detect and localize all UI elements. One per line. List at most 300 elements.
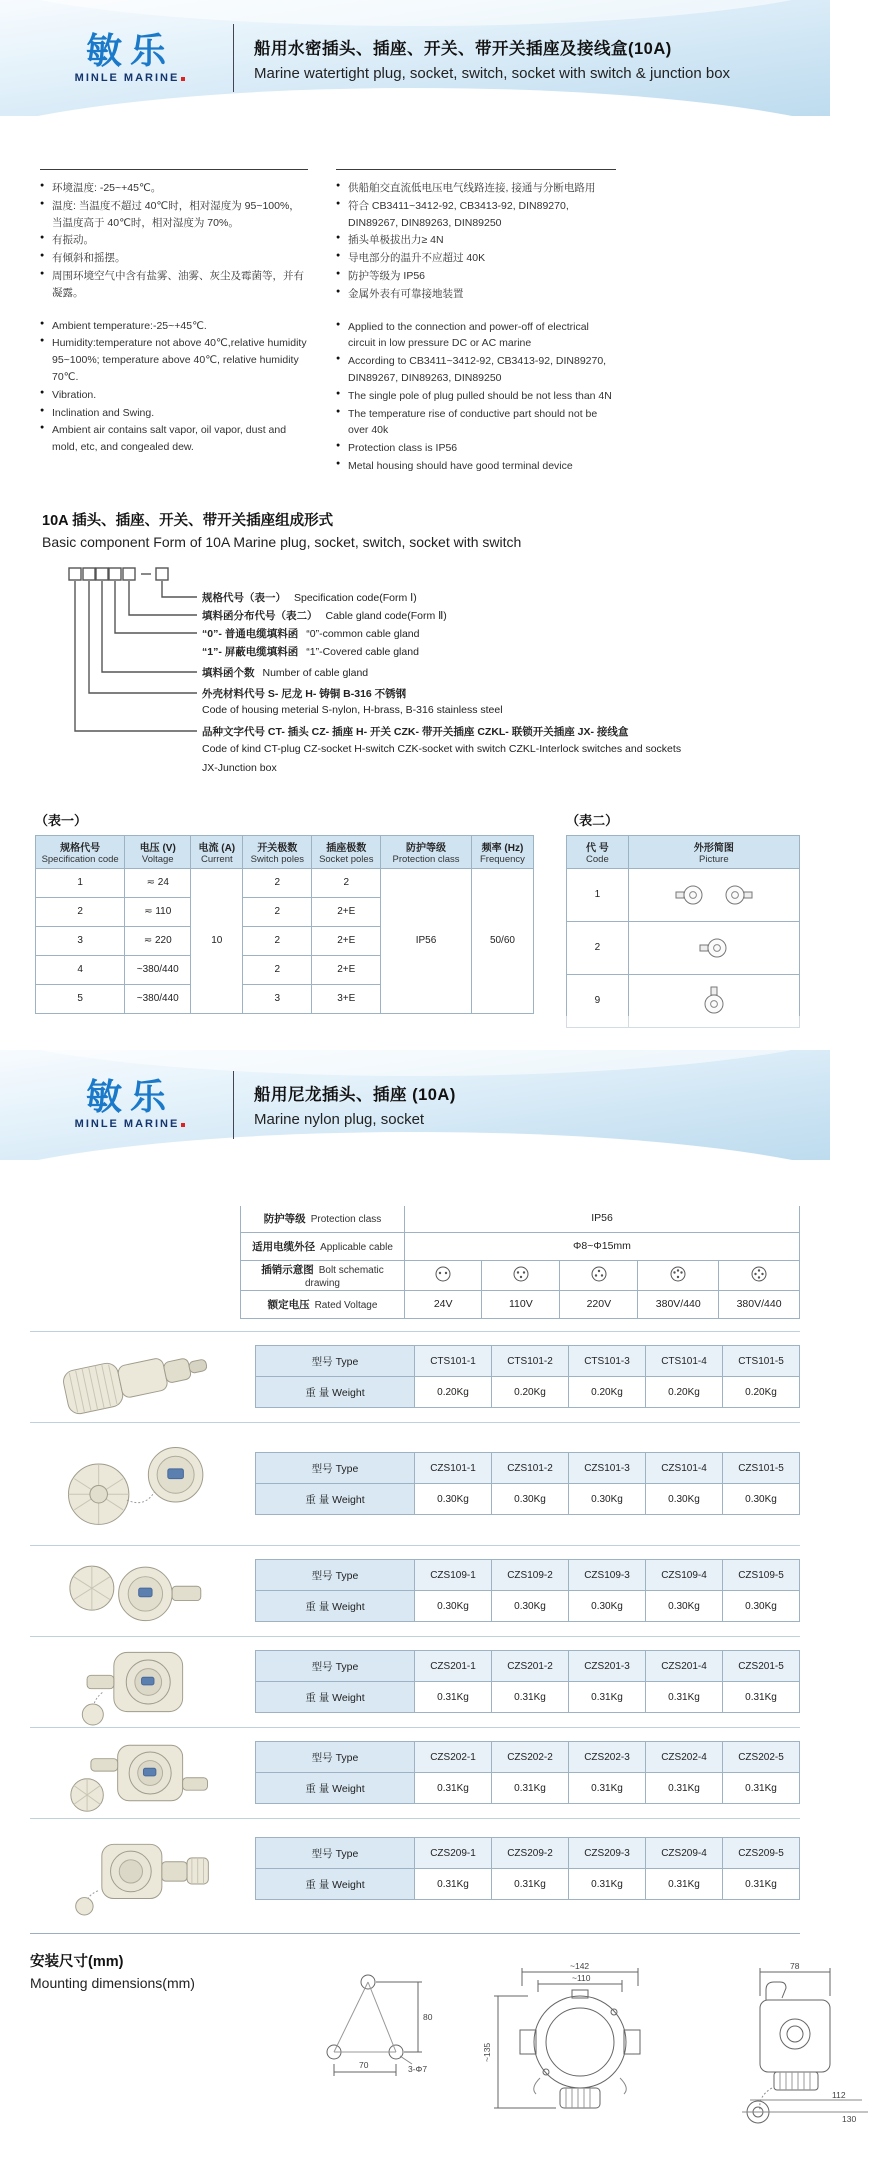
product-table-wrap (255, 1837, 800, 1900)
bullet-item: ● Humidity:temperature not above 40℃,relative humidity 95~100%; temperature above 40℃, relative humidity 70℃. (40, 335, 308, 385)
form1-header-row (36, 835, 534, 868)
label-cn: 品种文字代号 CT- 插头 CZ- 插座 H- 开关 CZK- 带开关插座 CZKL- 联锁开关插座 JX- 接线盒 (202, 725, 629, 738)
voltage-cell: 380V/440 (638, 1290, 719, 1318)
dim-label: 70 (359, 2059, 369, 2070)
weight-cell: 0.30Kg (646, 1591, 723, 1622)
cell-protection: IP56 (381, 868, 472, 1013)
table-row (256, 1651, 800, 1682)
brand-logo-en (75, 1118, 186, 1130)
header-cn: 插座极数 (326, 842, 367, 854)
spec-label (241, 1290, 405, 1318)
type-cell: CZS101-3 (569, 1453, 646, 1484)
bolt-schematic-icon (482, 1260, 560, 1290)
table-row (256, 1869, 800, 1900)
type-cell: CZS209-3 (569, 1838, 646, 1869)
brand-logo-cn: 敏乐 (85, 1076, 174, 1118)
column-header (312, 835, 381, 868)
code-diagram-label (202, 704, 503, 716)
product-photo (30, 1428, 255, 1540)
product-spec-table (255, 1452, 800, 1515)
header-en: Socket poles (319, 853, 374, 865)
cable-gland-icon (699, 935, 729, 961)
weight-cell: 0.31Kg (415, 1682, 492, 1713)
column-header (36, 835, 125, 868)
table-row (241, 1260, 800, 1290)
brand-logo-en-text: MINLE MARINE (74, 71, 180, 84)
weight-cell: 0.31Kg (492, 1869, 569, 1900)
cell-code: 4 (36, 955, 125, 984)
type-cell: CZS201-3 (569, 1651, 646, 1682)
type-cell: CZS202-5 (723, 1742, 800, 1773)
column-header (191, 835, 243, 868)
weight-cell: 0.31Kg (569, 1773, 646, 1804)
code-diagram-label (202, 608, 447, 623)
bullet-item: ● 周围环境空气中含有盐雾、油雾、灰尘及霉菌等，并有凝露。 (40, 268, 308, 302)
column-header (567, 835, 629, 868)
component-form-title-en: Basic component Form of 10A Marine plug, socket, switch, socket with switch (42, 533, 522, 550)
cell-frequency: 50/60 (471, 868, 533, 1013)
brand-logo-en-text: MINLE MARINE (74, 1118, 180, 1131)
dim-label: 130 (842, 2113, 857, 2124)
voltage-cell: 24V (404, 1290, 481, 1318)
brand-logo-cn: 敏乐 (85, 29, 174, 71)
brand-red-mark (181, 1123, 185, 1127)
type-cell: CZS201-1 (415, 1651, 492, 1682)
header-band-1 (0, 0, 830, 116)
cell-code: 9 (567, 974, 629, 1027)
gland-picture (628, 921, 799, 974)
weight-label: 重 量 Weight (256, 1377, 415, 1408)
cable-gland-icon (675, 882, 705, 908)
weight-cell: 0.31Kg (415, 1869, 492, 1900)
brand-logo-en (75, 72, 186, 84)
weight-cell: 0.30Kg (569, 1591, 646, 1622)
product-photo-socket (45, 1548, 240, 1634)
spec-label-en: Rated Voltage (314, 1299, 378, 1311)
product-photo (30, 1639, 255, 1725)
cell-code: 2 (36, 897, 125, 926)
product-spec-table (255, 1559, 800, 1622)
spec-label (241, 1232, 405, 1260)
weight-label: 重 量 Weight (256, 1591, 415, 1622)
cell-code: 2 (567, 921, 629, 974)
dim-label: ~110 (572, 1972, 591, 1983)
type-cell: CTS101-1 (415, 1346, 492, 1377)
header-divider (233, 1071, 234, 1139)
header-divider (233, 24, 234, 92)
header-cn: 开关极数 (257, 842, 298, 854)
dim-label: ~142 (570, 1960, 590, 1971)
weight-cell: 0.31Kg (723, 1682, 800, 1713)
header-cn: 电压 (V) (139, 842, 176, 854)
brand-red-mark (181, 77, 185, 81)
type-cell: CZS201-5 (723, 1651, 800, 1682)
spec-label-cn: 防护等级 (263, 1212, 306, 1225)
mounting-drawing-hole-pattern (296, 1960, 446, 2092)
code-diagram-label (202, 724, 636, 739)
cell-socket-poles: 3+E (312, 984, 381, 1013)
weight-cell: 0.31Kg (646, 1869, 723, 1900)
table-row (241, 1204, 800, 1232)
spec-label-en: Protection class (310, 1213, 382, 1225)
code-diagram-label (202, 743, 681, 755)
form1-table (35, 835, 534, 1014)
product-photo-plug (45, 1333, 240, 1421)
table-row (567, 921, 800, 974)
spec-label (241, 1204, 405, 1232)
product-photo (30, 1730, 255, 1816)
weight-label: 重 量 Weight (256, 1682, 415, 1713)
dim-label: ~135 (482, 2042, 492, 2062)
bullet-item: ● Inclination and Swing. (40, 405, 308, 422)
cell-voltage: ~380/440 (125, 984, 191, 1013)
form2-wrap (566, 810, 800, 1028)
type-cell: CZS101-2 (492, 1453, 569, 1484)
bullet-item: ● 导电部分的温升不应超过 40K (336, 250, 616, 267)
product-photo (30, 1823, 255, 1915)
cell-voltage: ≂ 110 (125, 897, 191, 926)
column-header (381, 835, 472, 868)
type-cell: CZS202-4 (646, 1742, 723, 1773)
bolt-schematic-icon (560, 1260, 638, 1290)
spec-value-protection: IP56 (404, 1204, 799, 1232)
weight-cell: 0.20Kg (569, 1377, 646, 1408)
table-row (241, 1232, 800, 1260)
product-block (30, 1636, 800, 1727)
type-cell: CZS202-2 (492, 1742, 569, 1773)
type-cell: CZS202-3 (569, 1742, 646, 1773)
type-cell: CZS109-2 (492, 1560, 569, 1591)
product-spec-table (255, 1345, 800, 1408)
header-cn: 规格代号 (60, 842, 101, 854)
weight-cell: 0.30Kg (415, 1484, 492, 1515)
header-cn: 电流 (A) (198, 842, 236, 854)
weight-cell: 0.31Kg (569, 1682, 646, 1713)
label-cn: 规格代号（表一） (202, 591, 286, 604)
product-spec-table (255, 1837, 800, 1900)
voltage-cell: 380V/440 (719, 1290, 800, 1318)
cell-switch-poles: 2 (243, 926, 312, 955)
cable-gland-icon (701, 986, 727, 1016)
spec-label-cn: 适用电缆外径 (252, 1240, 316, 1253)
product-block (30, 1545, 800, 1636)
bullet-item: ● Metal housing should have good terminal device (336, 458, 616, 475)
label-en: Cable gland code(Form Ⅱ) (325, 609, 447, 622)
weight-cell: 0.30Kg (723, 1591, 800, 1622)
label-en: “0”-common cable gland (306, 627, 420, 640)
header-en: Frequency (480, 853, 525, 865)
header-en: Picture (699, 853, 729, 865)
cell-voltage: ≂ 24 (125, 868, 191, 897)
weight-cell: 0.30Kg (569, 1484, 646, 1515)
type-cell: CZS101-5 (723, 1453, 800, 1484)
product-spec-table (255, 1741, 800, 1804)
bullet-item: ● The temperature rise of conductive part should not be over 40k (336, 406, 616, 440)
type-cell: CZS109-4 (646, 1560, 723, 1591)
voltage-cell: 220V (560, 1290, 638, 1318)
weight-label: 重 量 Weight (256, 1773, 415, 1804)
header-en: Current (200, 853, 233, 865)
header-cn: 代 号 (585, 842, 609, 854)
label-cn: 填料函分布代号（表二） (202, 609, 318, 622)
adaptation-list-en (40, 318, 308, 456)
weight-cell: 0.31Kg (723, 1773, 800, 1804)
product-table-wrap (255, 1559, 800, 1622)
type-cell: CZS202-1 (415, 1742, 492, 1773)
cell-socket-poles: 2+E (312, 897, 381, 926)
dim-label: 112 (832, 2089, 846, 2100)
component-form-section (0, 491, 830, 796)
header-en: Specification code (41, 853, 119, 865)
mounting-drawings (296, 1950, 874, 2128)
table-row (36, 868, 534, 897)
form1-caption: （表一） (35, 812, 88, 828)
bullet-item: ● 有倾斜和摇摆。 (40, 250, 308, 267)
bullet-item: ● 金属外表有可靠接地装置 (336, 286, 616, 303)
page-title-en: Marine watertight plug, socket, switch, socket with switch & junction box (254, 64, 731, 82)
table-row (256, 1560, 800, 1591)
mounting-section (30, 1933, 857, 2128)
bolt-schematic-icon (404, 1260, 481, 1290)
product-table-wrap (255, 1452, 800, 1515)
weight-label: 重 量 Weight (256, 1484, 415, 1515)
label-en: Code of kind CT-plug CZ-socket H-switch CZK-socket with switch CZKL-Interlock switches and sockets (202, 742, 682, 755)
table-row (256, 1742, 800, 1773)
type-cell: CZS101-4 (646, 1453, 723, 1484)
section-page-title-en: Marine nylon plug, socket (254, 1111, 425, 1129)
code-diagram-label (202, 665, 368, 680)
weight-cell: 0.31Kg (723, 1869, 800, 1900)
table-row (256, 1346, 800, 1377)
product-table-wrap (255, 1741, 800, 1804)
cell-switch-poles: 3 (243, 984, 312, 1013)
mounting-drawing-side-view (714, 1960, 874, 2128)
bullet-item: ● 供船舶交直流低电压电气线路连接, 接通与分断电路用 (336, 180, 616, 197)
brand-logo (55, 1076, 205, 1131)
column-header (628, 835, 799, 868)
technical-column (336, 142, 616, 491)
weight-cell: 0.31Kg (415, 1773, 492, 1804)
code-diagram-label (202, 762, 277, 774)
type-cell: CZS209-1 (415, 1838, 492, 1869)
section-page-title-cn: 船用尼龙插头、插座 (10A) (254, 1086, 456, 1105)
type-cell: CZS209-5 (723, 1838, 800, 1869)
bullet-item: ● Ambient temperature:-25~+45℃. (40, 318, 308, 335)
weight-label: 重 量 Weight (256, 1869, 415, 1900)
cell-socket-poles: 2 (312, 868, 381, 897)
label-en: Code of housing meterial S-nylon, H-brass, B-316 stainless steel (202, 703, 503, 716)
product-photo-socket (45, 1823, 240, 1915)
product-blocks-section (0, 1331, 830, 1919)
cell-current: 10 (191, 868, 243, 1013)
product-photo-socket (45, 1428, 240, 1540)
mounting-drawing-front-view (480, 1960, 680, 2128)
table-row (567, 868, 800, 921)
type-cell: CZS209-4 (646, 1838, 723, 1869)
bullet-item: ● Vibration. (40, 387, 308, 404)
type-cell: CTS101-2 (492, 1346, 569, 1377)
adaptation-list-cn (40, 180, 308, 302)
code-diagram (42, 564, 800, 796)
voltage-cell: 110V (482, 1290, 560, 1318)
bolt-schematic-icon (719, 1260, 800, 1290)
product-photo (30, 1333, 255, 1421)
features-section (0, 116, 830, 491)
form1-wrap (35, 810, 534, 1028)
weight-cell: 0.31Kg (569, 1869, 646, 1900)
product-table-wrap (255, 1345, 800, 1408)
bullet-item: ● 环境温度: -25~+45℃。 (40, 180, 308, 197)
cell-socket-poles: 2+E (312, 926, 381, 955)
form2-caption: （表二） (566, 812, 619, 828)
label-cn: 外壳材料代号 S- 尼龙 H- 铸铜 B-316 不锈钢 (202, 687, 407, 700)
type-cell: CZS109-5 (723, 1560, 800, 1591)
type-cell: CZS109-1 (415, 1560, 492, 1591)
table-row (256, 1591, 800, 1622)
bullet-item: ● Protection class is IP56 (336, 440, 616, 457)
cell-socket-poles: 2+E (312, 955, 381, 984)
table-row (256, 1484, 800, 1515)
table-row (256, 1682, 800, 1713)
technical-list-cn (336, 180, 616, 303)
weight-cell: 0.20Kg (723, 1377, 800, 1408)
table-row (256, 1453, 800, 1484)
cell-code: 5 (36, 984, 125, 1013)
bullet-item: ● Applied to the connection and power-off of electrical circuit in low pressure DC or AC marine (336, 319, 616, 353)
type-cell: CZS201-2 (492, 1651, 569, 1682)
label-cn: 填料函个数 (202, 666, 255, 679)
label-en: JX-Junction box (202, 761, 277, 774)
type-cell: CZS109-3 (569, 1560, 646, 1591)
type-cell: CZS101-1 (415, 1453, 492, 1484)
header-en: Voltage (141, 853, 174, 865)
type-cell: CTS101-3 (569, 1346, 646, 1377)
cell-switch-poles: 2 (243, 955, 312, 984)
code-diagram-lines (42, 564, 802, 789)
label-cn: “1”- 屏蔽电缆填料函 (202, 645, 299, 658)
dim-label: 78 (790, 1960, 800, 1971)
product-table-wrap (255, 1650, 800, 1713)
product-photo-socket (45, 1639, 240, 1725)
bullet-item: ● Ambient air contains salt vapor, oil vapor, dust and mold, etc, and congealed dew. (40, 422, 308, 456)
type-cell: CZS209-2 (492, 1838, 569, 1869)
table-row (256, 1773, 800, 1804)
label-en: Specification code(Form Ⅰ) (294, 591, 417, 604)
weight-cell: 0.31Kg (646, 1773, 723, 1804)
dim-label: 80 (423, 2011, 433, 2022)
bullet-item: ● 防护等级为 IP56 (336, 268, 616, 285)
spec-label-en: Applicable cable (320, 1241, 393, 1253)
spec-label-cn: 额定电压 (267, 1298, 310, 1311)
header-en: Protection class (392, 853, 460, 865)
mounting-title-cn: 安装尺寸(mm) (30, 1953, 124, 1970)
spec-value-cable: Φ8~Φ15mm (404, 1232, 799, 1260)
header-en: Code (586, 853, 609, 865)
cell-code: 3 (36, 926, 125, 955)
header-band-2 (0, 1050, 830, 1160)
product-spec-table (255, 1650, 800, 1713)
type-label: 型号 Type (256, 1346, 415, 1377)
label-en: Number of cable gland (262, 666, 369, 679)
bullet-item: ● 温度: 当温度不超过 40℃时，相对湿度为 95~100%，当温度高于 40℃时，相对湿度为 70%。 (40, 198, 308, 232)
cell-code: 1 (36, 868, 125, 897)
label-en: “1”-Covered cable gland (306, 645, 419, 658)
weight-cell: 0.30Kg (723, 1484, 800, 1515)
type-cell: CTS101-4 (646, 1346, 723, 1377)
spec-label-cn: 插销示意图 (261, 1263, 314, 1276)
code-diagram-label (202, 644, 419, 659)
bullet-item: ● According to CB3411~3412-92, CB3413-92, DIN89270, DIN89267, DIN89263, DIN89250 (336, 353, 616, 387)
cell-switch-poles: 2 (243, 897, 312, 926)
table-row (241, 1290, 800, 1318)
weight-cell: 0.31Kg (492, 1682, 569, 1713)
weight-cell: 0.20Kg (492, 1377, 569, 1408)
product-photo-socket (45, 1730, 240, 1816)
spec-label-en: Bolt schematic drawing (304, 1264, 384, 1289)
bullet-item: ● The single pole of plug pulled should be not less than 4N (336, 388, 616, 405)
product-block (30, 1818, 800, 1919)
bolt-schematic-icon (638, 1260, 719, 1290)
weight-cell: 0.31Kg (492, 1773, 569, 1804)
code-diagram-label (202, 626, 419, 641)
adaptation-column (40, 142, 308, 491)
header-en: Switch poles (250, 853, 304, 865)
header-cn: 外形简图 (693, 842, 734, 854)
type-label: 型号 Type (256, 1742, 415, 1773)
spec-label (241, 1260, 405, 1290)
weight-cell: 0.20Kg (646, 1377, 723, 1408)
table-row (256, 1377, 800, 1408)
bullet-item: ● 有振动。 (40, 232, 308, 249)
weight-cell: 0.31Kg (646, 1682, 723, 1713)
form2-header-row (567, 835, 800, 868)
type-label: 型号 Type (256, 1453, 415, 1484)
header-cn: 频率 (Hz) (481, 842, 524, 854)
product-block (30, 1331, 800, 1422)
column-header (243, 835, 312, 868)
brand-logo (55, 29, 205, 84)
form2-table (566, 835, 800, 1028)
product-block (30, 1727, 800, 1818)
header-cn: 防护等级 (406, 842, 447, 854)
table-row (256, 1838, 800, 1869)
weight-cell: 0.20Kg (415, 1377, 492, 1408)
code-diagram-label (202, 686, 414, 701)
cable-gland-icon (723, 882, 753, 908)
column-header (125, 835, 191, 868)
column-header (471, 835, 533, 868)
cell-code: 1 (567, 868, 629, 921)
weight-cell: 0.30Kg (492, 1484, 569, 1515)
type-label: 型号 Type (256, 1651, 415, 1682)
weight-cell: 0.30Kg (646, 1484, 723, 1515)
gland-picture (628, 868, 799, 921)
code-diagram-label (202, 590, 417, 605)
type-cell: CTS101-5 (723, 1346, 800, 1377)
label-cn: “0”- 普通电缆填料函 (202, 627, 299, 640)
bullet-item: ● 符合 CB3411~3412-92, CB3413-92, DIN89270, DIN89267, DIN89263, DIN89250 (336, 198, 616, 232)
weight-cell: 0.30Kg (492, 1591, 569, 1622)
page-title-cn: 船用水密插头、插座、开关、带开关插座及接线盒(10A) (254, 39, 672, 58)
tables-section (0, 796, 830, 1028)
technical-list-en (336, 319, 616, 475)
cell-switch-poles: 2 (243, 868, 312, 897)
component-form-title-cn: 10A 插头、插座、开关、带开关插座组成形式 (42, 512, 334, 529)
bullet-item: ● 插头单极拔出力≥ 4N (336, 232, 616, 249)
type-label: 型号 Type (256, 1560, 415, 1591)
type-cell: CZS201-4 (646, 1651, 723, 1682)
weight-cell: 0.30Kg (415, 1591, 492, 1622)
